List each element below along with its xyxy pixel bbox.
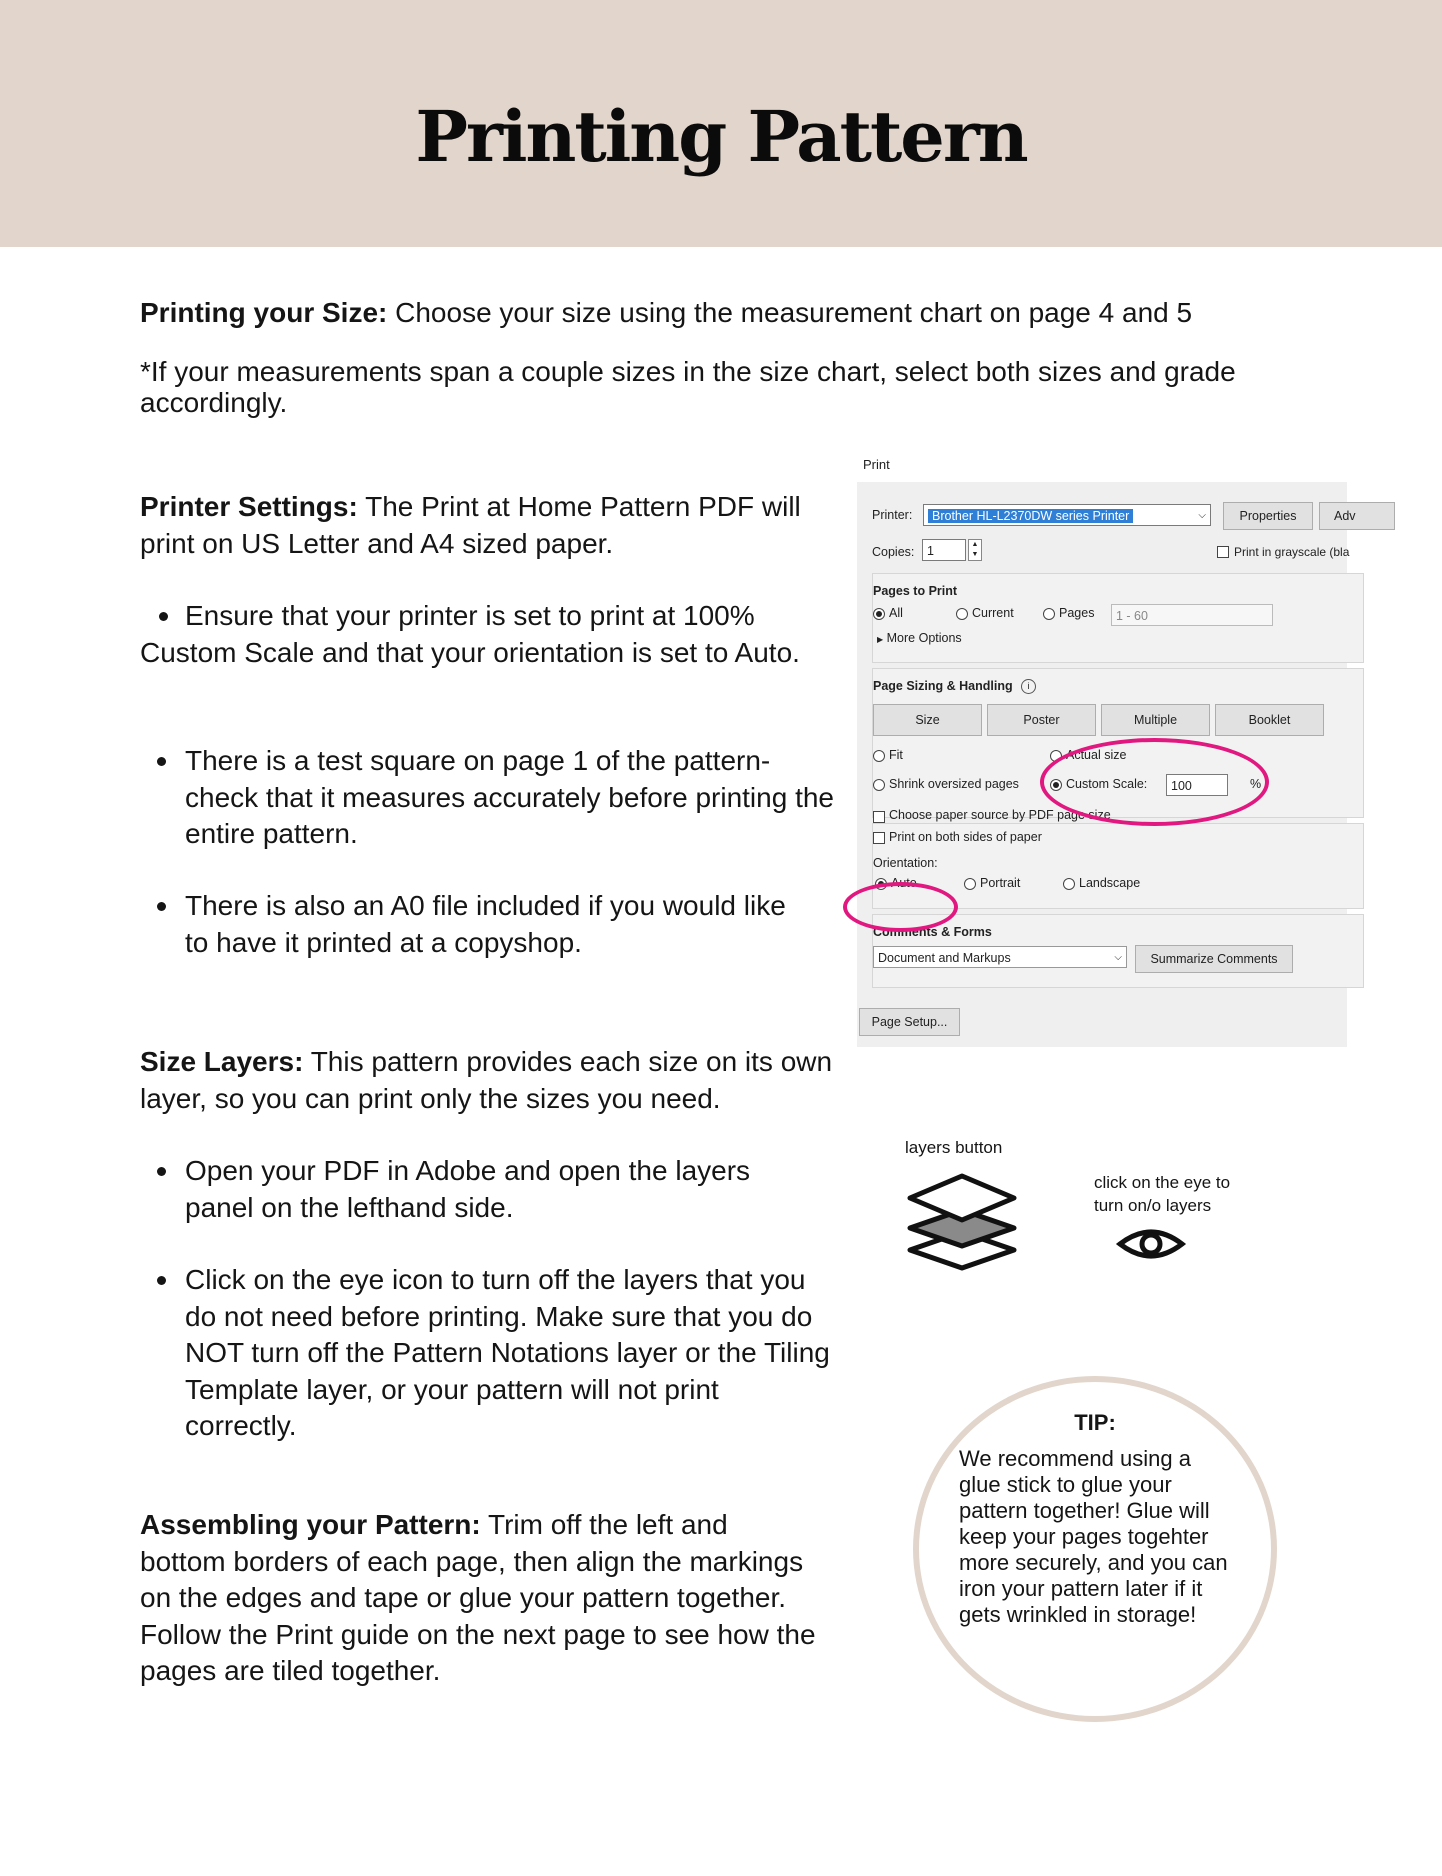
comments-group (872, 914, 1364, 988)
pages-radio[interactable] (1043, 608, 1055, 620)
assembling-label: Assembling your Pattern: (140, 1509, 481, 1540)
sizing-title: Page Sizing & Handling (873, 679, 1013, 693)
custom-scale-label: Custom Scale: (1066, 777, 1148, 791)
custom-scale-field[interactable]: 100 (1166, 774, 1228, 796)
printer-label: Printer: (872, 508, 913, 522)
more-options-link[interactable] (877, 631, 962, 645)
info-icon: i (1021, 679, 1036, 694)
printer-bullet-3 (185, 888, 815, 961)
booklet-button[interactable]: Booklet (1215, 704, 1324, 736)
assembling-text: Trim off the left and bottom borders of each page, then align the markings on the edges and tape or glue your pattern together. Follow the Print guide on the next page to see how the pages are tiled together. (140, 1509, 816, 1686)
pages-label: Pages (1059, 606, 1095, 620)
orientation-title: Orientation: (873, 856, 938, 870)
printer-bullet-2-text: There is a test square on page 1 of the pattern- check that it measures accurately before printing the entire pattern. (185, 745, 835, 849)
dialog-caption: Print (863, 457, 890, 472)
comments-title: Comments & Forms (873, 925, 992, 939)
assembling-paragraph (140, 1507, 820, 1690)
size-note: *If your measurements span a couple sizes in the size chart, select both sizes and grade accordingly. (140, 356, 1236, 418)
bullet-dot (157, 902, 166, 911)
paper-source-label: Choose paper source by PDF page size (889, 808, 1111, 822)
layers-bullet-1 (185, 1153, 815, 1226)
pages-group (872, 573, 1364, 663)
printer-label: Printer Settings: (140, 491, 358, 522)
copies-stepper[interactable]: ▲ ▼ (968, 539, 982, 561)
eye-icon (1116, 1226, 1186, 1262)
printer-paragraph (140, 489, 830, 562)
eye-caption: click on the eye to turn on/o layers (1094, 1173, 1231, 1215)
layers-bullet-2-text: Click on the eye icon to turn off the layers that you do not need before printing. Make sure that you do NOT turn off the Pattern Notations layer or the Tiling Template layer, or your pattern will not print correctly. (185, 1264, 830, 1441)
grayscale-checkbox[interactable] (1217, 546, 1229, 558)
both-sides-label: Print on both sides of paper (889, 830, 1042, 844)
fit-radio[interactable] (873, 750, 885, 762)
multiple-button[interactable]: Multiple (1101, 704, 1210, 736)
paper-source-checkbox[interactable] (873, 811, 885, 823)
size-paragraph (140, 295, 1290, 332)
printer-select[interactable] (923, 504, 1211, 526)
auto-label: Auto (891, 876, 917, 890)
all-radio[interactable] (873, 608, 885, 620)
size-label: Printing your Size: (140, 297, 388, 328)
triangle-right-icon: ▶ (877, 635, 884, 644)
pages-range-field[interactable]: 1 - 60 (1111, 604, 1273, 626)
copies-field[interactable]: 1 (922, 539, 966, 561)
all-label: All (889, 606, 903, 620)
bullet-dot (157, 1167, 166, 1176)
more-options-label: More Options (886, 631, 962, 645)
grayscale-label: Print in grayscale (bla (1234, 545, 1350, 559)
chevron-down-icon: ⌵ (1198, 510, 1206, 521)
pages-title: Pages to Print (873, 584, 958, 598)
size-text: Choose your size using the measurement chart on page 4 and 5 (387, 297, 1193, 328)
advanced-button[interactable]: Adv (1319, 502, 1395, 530)
current-label: Current (972, 606, 1014, 620)
shrink-radio[interactable] (873, 779, 885, 791)
printer-bullet-3-text: There is also an A0 file included if you would like to have it printed at a copyshop. (185, 890, 786, 958)
poster-button[interactable]: Poster (987, 704, 1096, 736)
print-dialog (857, 482, 1356, 1047)
both-sides-checkbox[interactable] (873, 832, 885, 844)
portrait-label: Portrait (980, 876, 1021, 890)
layers-text: This pattern provides each size on its own layer, so you can print only the sizes you need. (140, 1046, 833, 1114)
bullet-dot (157, 757, 166, 766)
layers-icon (902, 1170, 1022, 1270)
fit-label: Fit (889, 748, 903, 762)
printer-bullet-2 (185, 743, 835, 853)
printer-bullet-1 (140, 598, 830, 671)
custom-scale-highlight (1040, 738, 1269, 826)
layers-paragraph (140, 1044, 840, 1117)
size-button[interactable]: Size (873, 704, 982, 736)
page-setup-button[interactable]: Page Setup... (859, 1008, 960, 1036)
shrink-label: Shrink oversized pages (889, 777, 1019, 791)
layers-label: Size Layers: (140, 1046, 304, 1077)
bullet-dot (159, 612, 168, 621)
percent-label: % (1250, 777, 1262, 791)
chevron-down-icon: ⌵ (1114, 952, 1122, 963)
printer-bullet-1-text: Ensure that your printer is set to print at 100% Custom Scale and that your orientation is set to Auto. (140, 600, 800, 668)
summarize-comments-button[interactable]: Summarize Comments (1135, 945, 1293, 973)
portrait-radio[interactable] (964, 878, 976, 890)
layers-bullet-2 (185, 1262, 835, 1445)
printer-text: The Print at Home Pattern PDF will print on US Letter and A4 sized paper. (140, 491, 801, 559)
tip-title: TIP: (1074, 1410, 1116, 1435)
current-radio[interactable] (956, 608, 968, 620)
properties-button[interactable]: Properties (1223, 502, 1313, 530)
copies-label: Copies: (872, 545, 915, 559)
bullet-dot (157, 1276, 166, 1285)
landscape-label: Landscape (1079, 876, 1141, 890)
landscape-radio[interactable] (1063, 878, 1075, 890)
printer-group (872, 492, 1362, 562)
auto-orientation-highlight (843, 882, 958, 932)
layers-caption: layers button (905, 1138, 1003, 1157)
actual-size-label: Actual size (1066, 748, 1127, 762)
comments-select-value: Document and Markups (878, 951, 1011, 965)
comments-select[interactable] (873, 946, 1127, 968)
printer-select-value: Brother HL-L2370DW series Printer (928, 509, 1133, 523)
page-title: Printing Pattern (415, 95, 1027, 178)
layers-bullet-1-text: Open your PDF in Adobe and open the layers panel on the lefthand side. (185, 1155, 751, 1223)
tip-body: We recommend using a glue stick to glue your pattern together! Glue will keep your pages togehter more securely, and you can iron your pattern later if it gets wrinkled in storage! (959, 1446, 1228, 1627)
